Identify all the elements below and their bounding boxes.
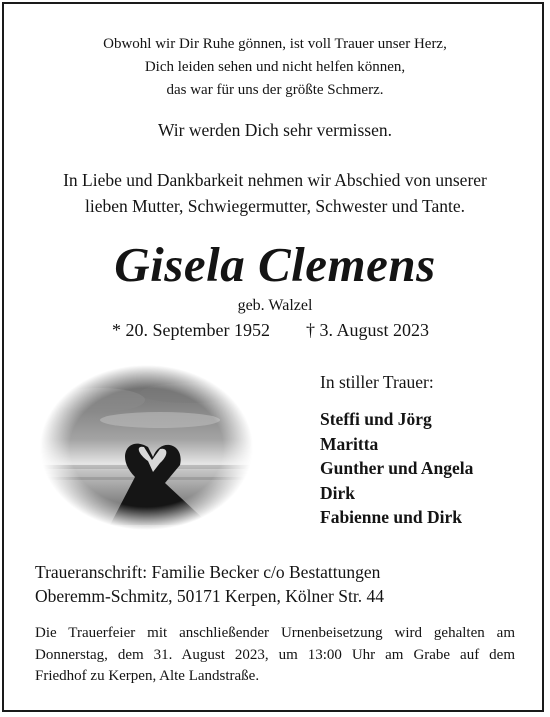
birth-date: * 20. September 1952 [112, 320, 270, 340]
mourning-address [35, 560, 384, 608]
intro-line: In Liebe und Dankbarkeit nehmen wir Abschied von unserer [63, 170, 487, 190]
poem [0, 33, 550, 102]
address-line: Oberemm-Schmitz, 50171 Kerpen, Kölner Str. 44 [35, 586, 384, 606]
mourners-list [320, 407, 473, 530]
death-date: † 3. August 2023 [306, 320, 430, 340]
poem-line: Obwohl wir Dir Ruhe gönnen, ist voll Trauer unser Herz, [103, 36, 447, 52]
poem-line: Dich leiden sehen und nicht helfen können, [144, 59, 406, 75]
address-line: Traueranschrift: Familie Becker c/o Bestattungen [35, 562, 381, 582]
mourners-title: In stiller Trauer: [320, 372, 434, 392]
intro-text [0, 167, 550, 219]
funeral-notice [35, 623, 515, 688]
mourner-name: Fabienne und Dirk [320, 507, 462, 527]
mourner-name: Steffi und Jörg [320, 409, 432, 429]
miss-line: Wir werden Dich sehr vermissen. [157, 120, 392, 140]
mourner-name: Gunther und Angela [320, 458, 474, 478]
heart-hands-photo [40, 365, 253, 530]
mourner-name: Maritta [320, 433, 379, 454]
mourner-name: Dirk [320, 482, 355, 503]
notice-line: Donnerstag, dem 31. August 2023, um 13:00 Uhr am Grabe auf dem [35, 646, 515, 663]
poem-line: das war für uns der größte Schmerz. [166, 82, 384, 98]
notice-line: Friedhof zu Kerpen, Alte Landstraße. [35, 668, 260, 684]
notice-line: Die Trauerfeier mit anschließender Urnenbeisetzung wird gehalten am [35, 625, 515, 641]
deceased-name: Gisela Clemens [114, 237, 436, 292]
maiden-name: geb. Walzel [237, 297, 313, 314]
intro-line: lieben Mutter, Schwiegermutter, Schwester und Tante. [84, 196, 465, 216]
